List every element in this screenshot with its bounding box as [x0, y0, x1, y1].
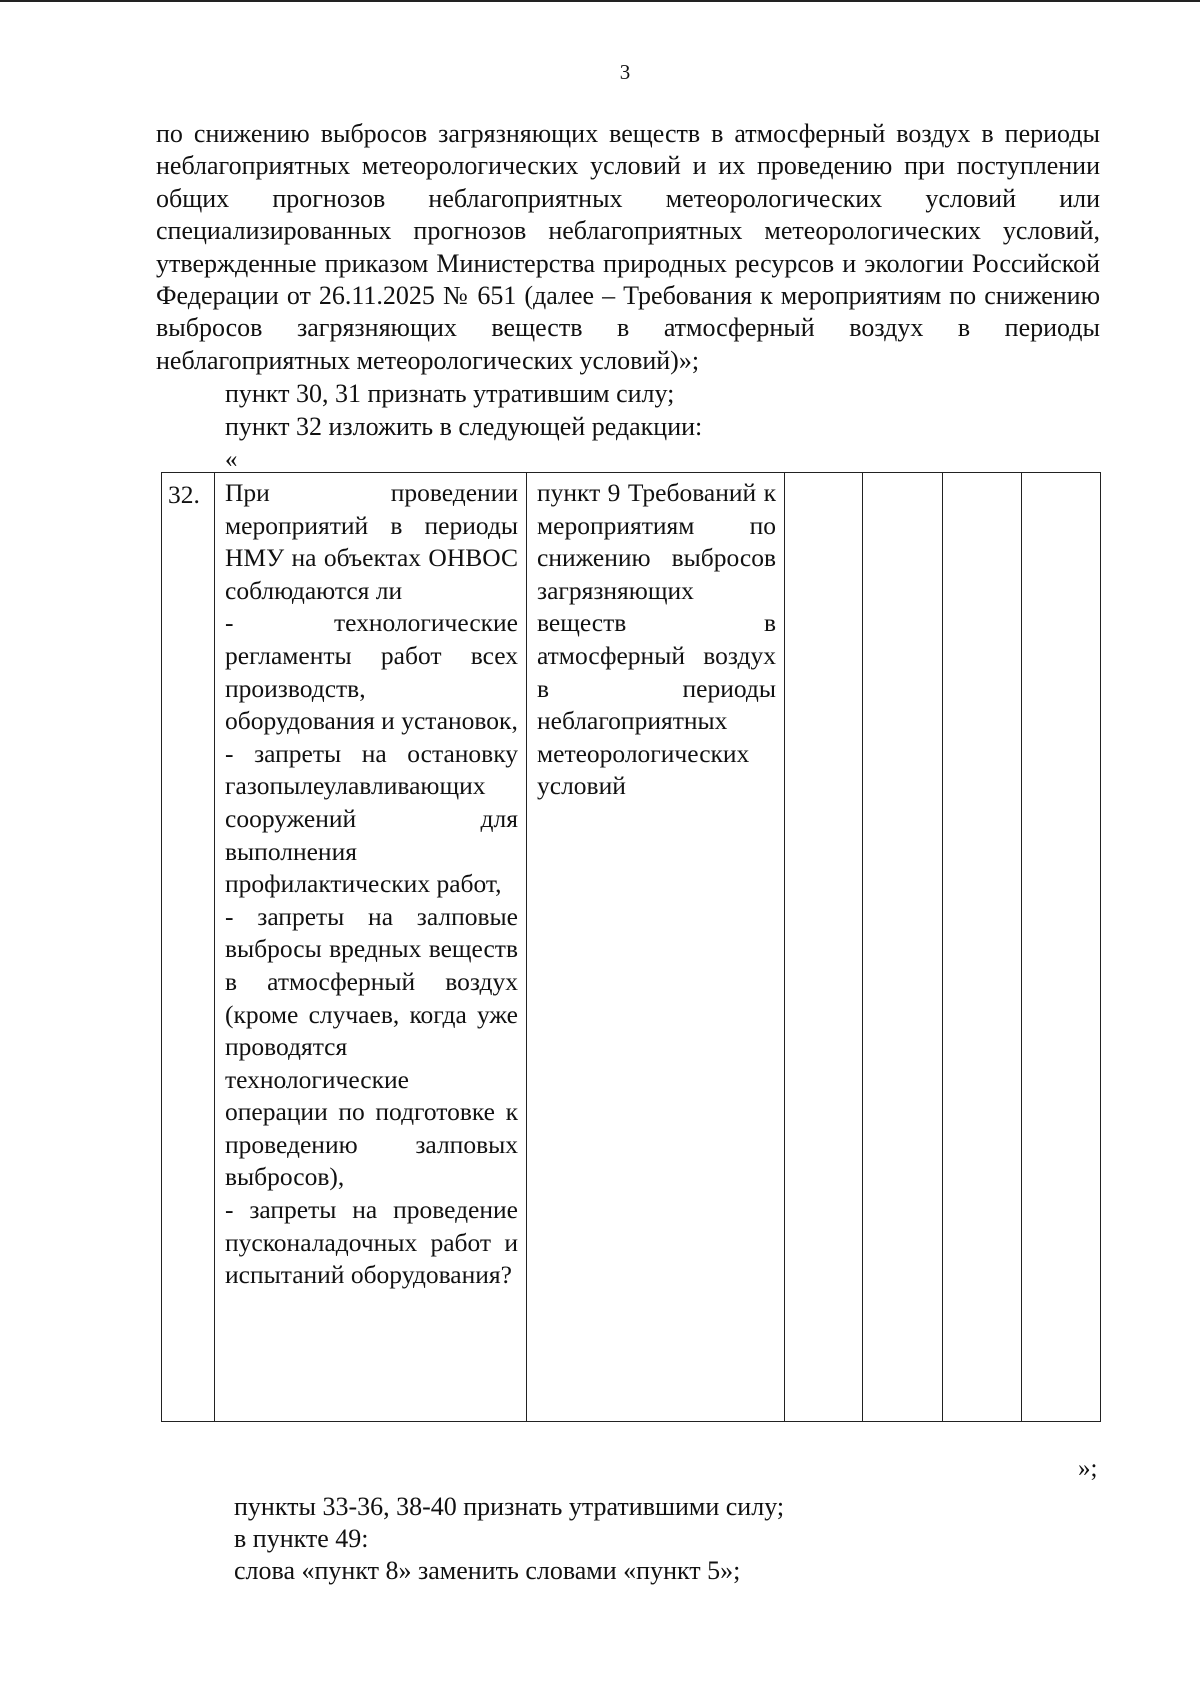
row-number: 32.	[168, 480, 200, 509]
closing-quote-mark: »;	[1078, 1455, 1098, 1482]
empty-cell	[863, 473, 943, 1422]
empty-cell	[785, 473, 863, 1422]
question-item-dust-collectors: - запреты на остановку газопылеулавливающих сооружений для выполнения профилактических работ,	[225, 738, 518, 899]
amendment-item-32: пункт 32 изложить в следующей редакции:	[225, 412, 703, 441]
amendment-items-33-40: пункты 33-36, 38-40 признать утратившими силу;	[234, 1492, 785, 1521]
question-item-regulations: - технологические регламенты работ всех производств, оборудования и установок,	[225, 608, 518, 736]
amendment-item-49: в пункте 49:	[234, 1524, 369, 1553]
reference-text: пункт 9 Требований к мероприятиям по снижению выбросов загрязняющих веществ в атмосферный воздух в периоды неблагоприятных метеорологических условий	[537, 478, 776, 801]
requirements-table	[161, 472, 1101, 1422]
row-number-cell	[162, 473, 215, 1422]
question-item-commissioning: - запреты на проведение пусконаладочных работ и испытаний оборудования?	[225, 1195, 518, 1290]
amendment-item-30-31: пункт 30, 31 признать утратившим силу;	[225, 379, 675, 408]
table-row	[162, 473, 1101, 1422]
question-cell	[215, 473, 527, 1422]
opening-quote-mark: «	[225, 446, 238, 473]
question-intro: При проведении мероприятий в периоды НМУ на объектах ОНВОС соблюдаются ли	[225, 478, 518, 605]
empty-cell	[943, 473, 1022, 1422]
intro-paragraph: по снижению выбросов загрязняющих веществ в атмосферный воздух в периоды неблагоприятных метеорологических условий и их проведению при поступлении общих прогнозов неблагоприятных метеорологических условий или специализированных прогнозов неблагоприятных метеорологических условий, утвержденные приказом Министерства природных ресурсов и экологии Российской Федерации от 26.11.2025 № 651 (далее – Требования к мероприятиям по снижению выбросов загрязняющих веществ в атмосферный воздух в периоды неблагоприятных метеорологических условий)»;	[156, 119, 1100, 375]
top-border-line	[0, 0, 1200, 2]
empty-cell	[1022, 473, 1101, 1422]
page-number: 3	[619, 60, 631, 84]
question-item-salvo-emissions: - запреты на залповые выбросы вредных веществ в атмосферный воздух (кроме случаев, когда уже проводятся технологические операции по подготовке к проведению залповых выбросов),	[225, 901, 518, 1192]
reference-cell	[527, 473, 785, 1422]
amendment-words-replace: слова «пункт 8» заменить словами «пункт 5»;	[234, 1556, 741, 1585]
